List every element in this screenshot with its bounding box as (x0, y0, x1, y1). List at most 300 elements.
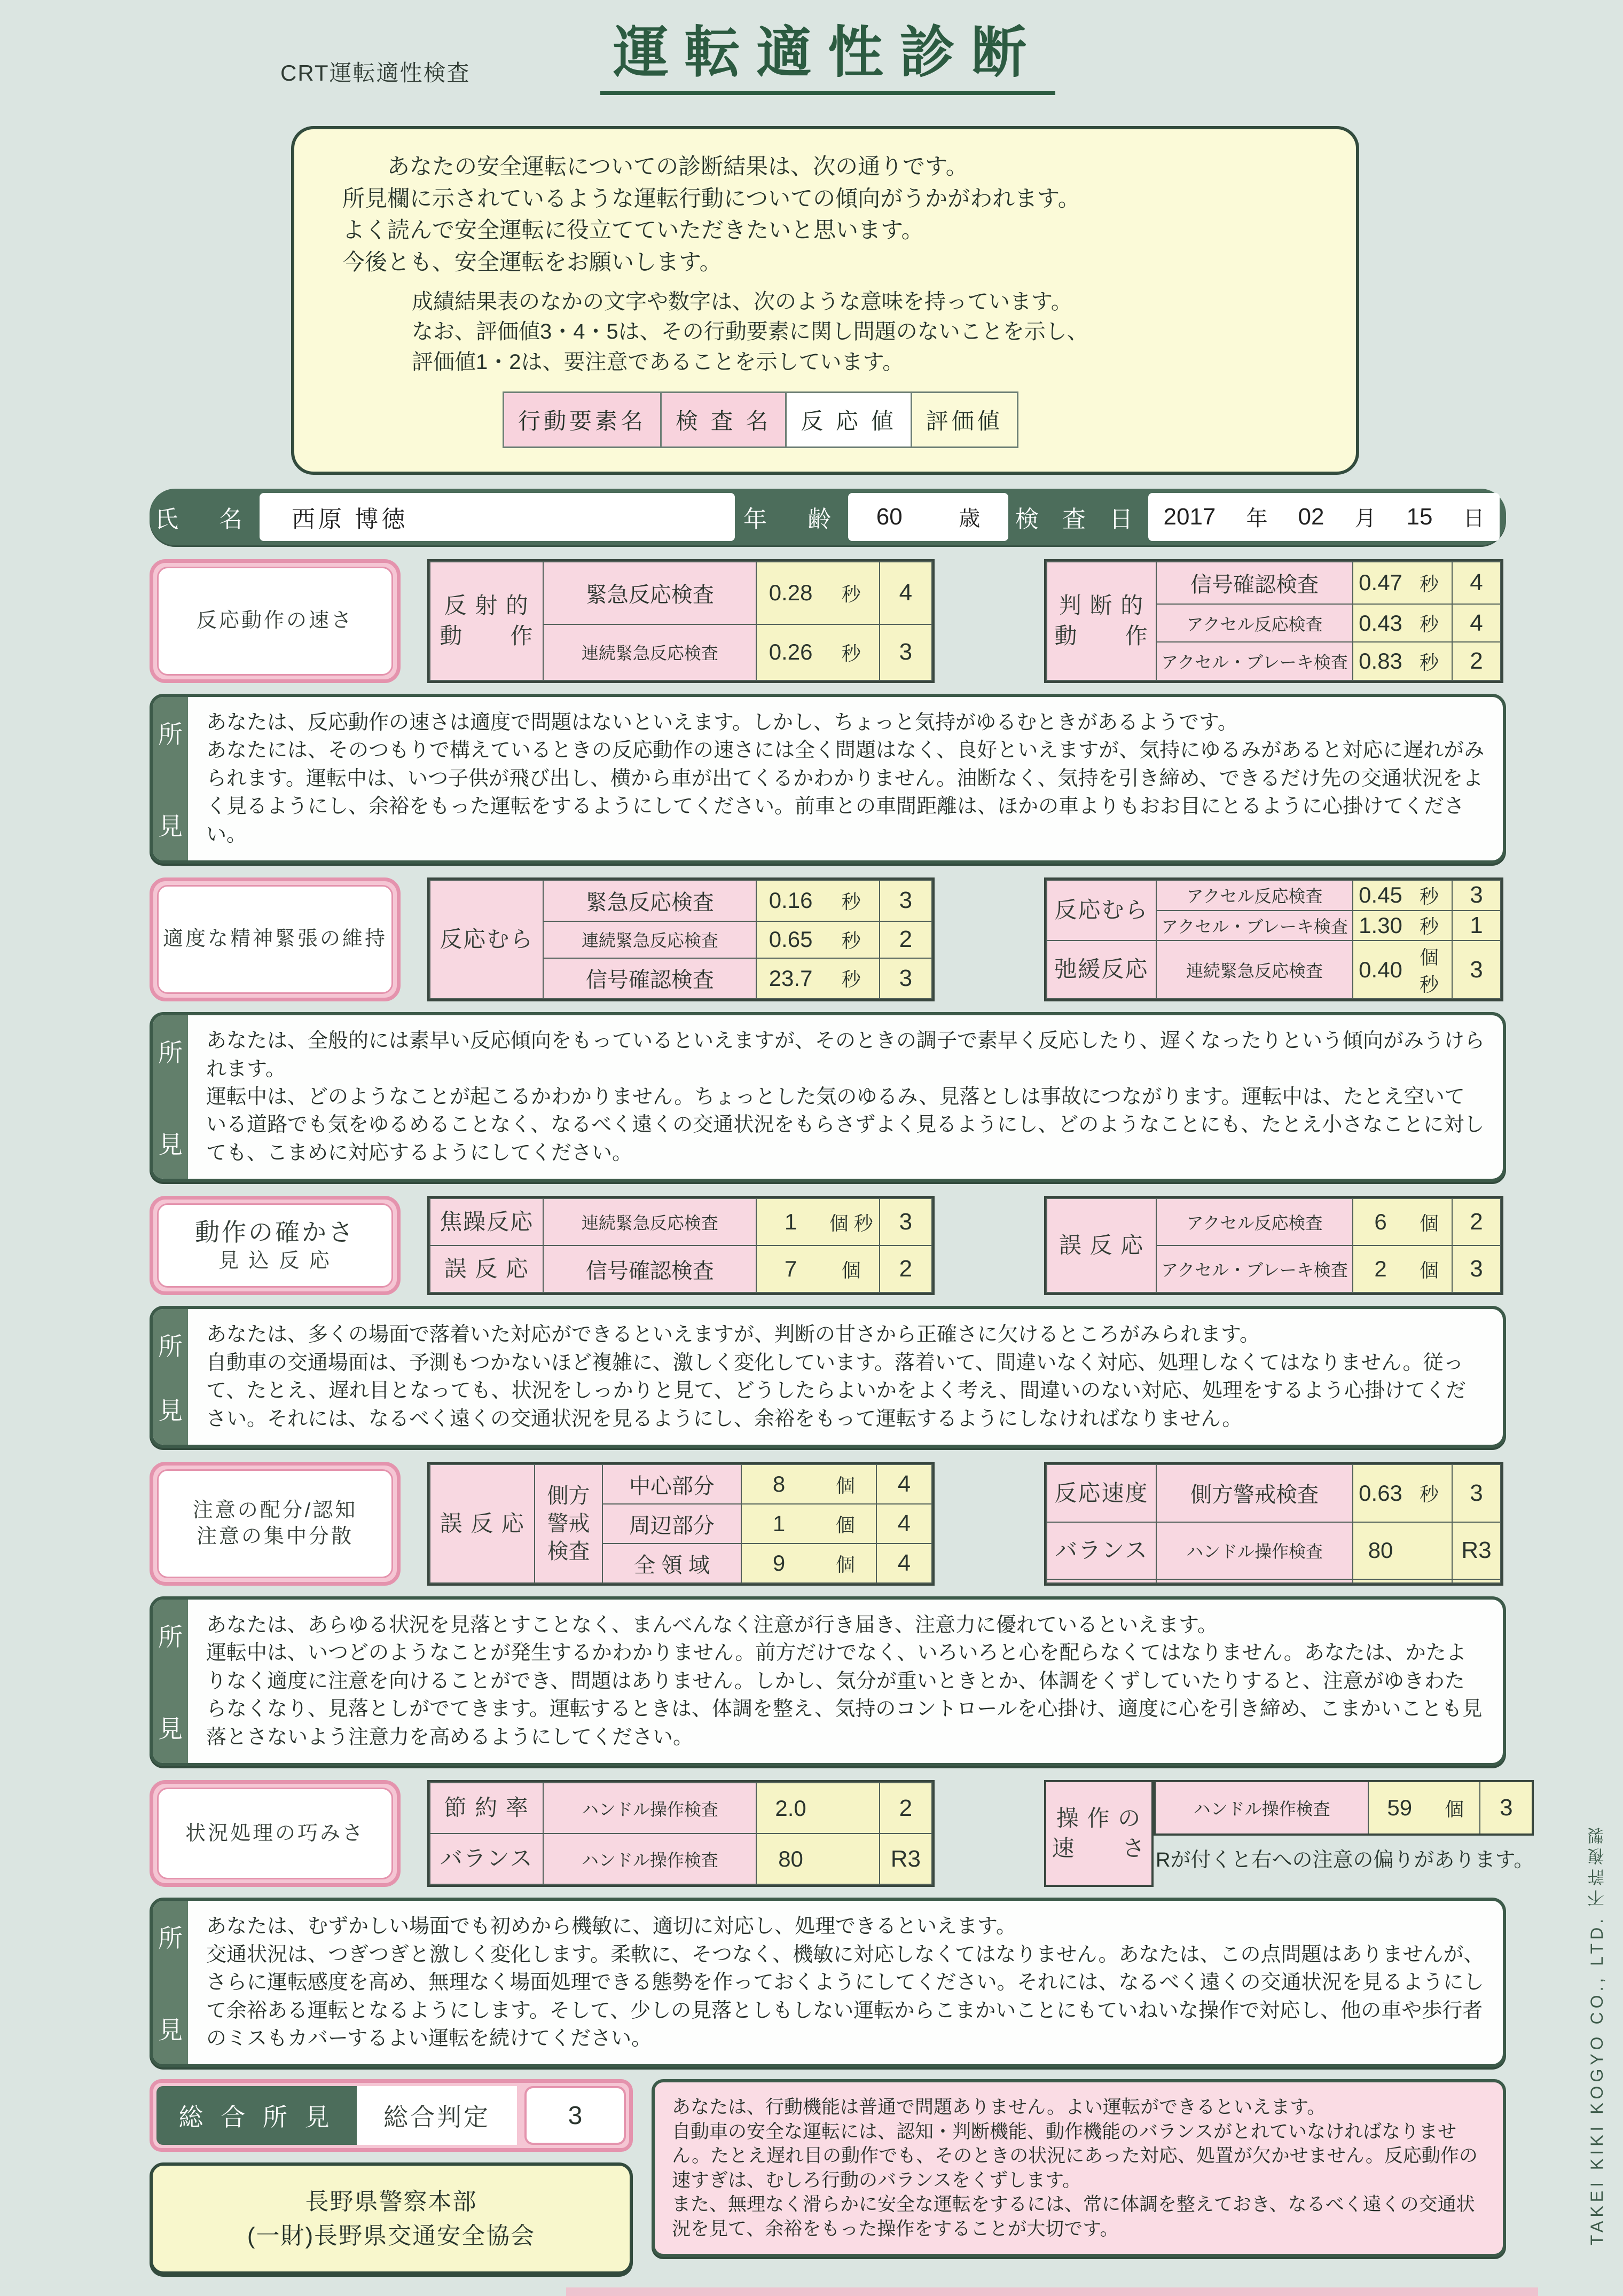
category-cell (430, 1198, 543, 1245)
test-name-cell: 信号確認検査 (543, 1245, 756, 1292)
score-cell: 1 (1452, 911, 1501, 941)
age-label: 年 齢 (743, 506, 840, 532)
finding-side-label (153, 1901, 188, 2064)
table-row (430, 880, 932, 921)
section-row (150, 877, 1506, 1001)
table-row (430, 1198, 932, 1245)
value-wrap (742, 1550, 875, 1577)
finding-text (188, 697, 1503, 860)
test-name-cell: 側方警戒検査 (1156, 1464, 1353, 1522)
finding-paragraph: 交通状況は、つぎつぎと激しく変化します。柔軟に、そつなく、機敏に対応しなくてはなりません。あなたは、この点問題はありませんが、さらに運転感度を高め、無理なく場面処理できる態勢を作っておくようにしてください。それには、なるべく遠くの交通状況を見るようにして余裕ある運転となるようにします。そして、少しの見落としもしない運転からこまかいことにもていねいな操作で対応し、他の車や歩行者のミスもカバーするよい運転を続けてください。 (206, 1943, 1484, 2050)
result-table (427, 1196, 935, 1295)
scan-edge-strip (566, 2287, 1538, 2296)
test-name-cell (1156, 1579, 1353, 1583)
category-label: 節 約 率 (444, 1795, 529, 1821)
category-label: 反応むら (1054, 897, 1149, 923)
score-cell: 3 (880, 958, 932, 999)
test-date-value (1148, 493, 1500, 541)
year-unit: 年 (1246, 507, 1268, 531)
category-cell (430, 1783, 543, 1833)
finding-paragraph: あなたは、むずかしい場面でも初めから機敏に、適切に対応し、処理できるといえます。 (206, 1915, 1016, 1938)
response-value: 59 (1387, 1795, 1413, 1821)
table-row (1155, 1781, 1533, 1835)
test-name-cell: 信号確認検査 (1156, 562, 1353, 604)
response-value: 0.16 (769, 888, 813, 913)
section-label-inner (157, 1469, 393, 1578)
test-name-cell: アクセル反応検査 (1156, 880, 1353, 911)
response-unit: 秒 (841, 642, 861, 664)
category-cell (1047, 880, 1156, 941)
response-unit: 秒 (841, 583, 861, 605)
result-table (427, 1462, 935, 1586)
value-cell (1353, 941, 1452, 999)
result-table (1044, 1780, 1534, 1887)
score-cell: 3 (1480, 1781, 1533, 1835)
name-value: 西原 博徳 (260, 493, 735, 541)
value-wrap (757, 1846, 878, 1872)
finding-box (150, 1898, 1506, 2067)
score-cell: R3 (880, 1833, 932, 1884)
category-label: 反 射 的 (444, 593, 529, 618)
section-label (150, 1780, 401, 1887)
summary-left-column (150, 2079, 633, 2275)
result-table-grid (1046, 561, 1501, 681)
intro-line: あなたの安全運転についての診断結果は、次の通りです。 (387, 154, 968, 179)
category-cell (1047, 941, 1156, 999)
response-unit: 個 (1420, 1259, 1439, 1281)
test-name-cell: ハンドル操作検査 (1155, 1781, 1368, 1835)
result-table-grid (1154, 1780, 1534, 1836)
value-wrap (1369, 1795, 1479, 1822)
finding-paragraph: あなたは、多くの場面で落着いた対応ができるといえますが、判断の甘さから正確さに欠けるところがみられます。 (206, 1323, 1260, 1346)
test-name-cell: 緊急反応検査 (543, 880, 756, 921)
score-cell: 4 (880, 562, 932, 624)
finding-side-label (153, 1015, 188, 1179)
result-table (427, 877, 935, 1001)
category-label: 反応速度 (1054, 1480, 1149, 1506)
table-row (430, 1464, 932, 1504)
category-label: バランス (1055, 1538, 1148, 1563)
overall-finding-label: 総 合 所 見 (156, 2086, 357, 2145)
category-cell (1047, 1198, 1156, 1292)
result-table (1044, 1196, 1503, 1295)
value-wrap (1354, 1479, 1451, 1507)
overall-finding-text (652, 2079, 1506, 2257)
section-label-inner (157, 1788, 393, 1879)
test-name-cell: 連続緊急反応検査 (543, 921, 756, 958)
table-row (1047, 1522, 1501, 1579)
value-wrap (757, 965, 878, 992)
value-wrap (1354, 609, 1451, 637)
score-cell: 3 (880, 624, 932, 680)
response-value: 1 (772, 1511, 786, 1537)
category-label: 焦躁反応 (440, 1209, 534, 1234)
value-wrap (757, 579, 878, 607)
value-wrap (1354, 912, 1451, 939)
test-name-cell: アクセル反応検査 (1156, 1198, 1353, 1245)
intro-box (291, 126, 1359, 475)
finding-box (150, 1306, 1506, 1448)
score-cell: 4 (876, 1504, 932, 1543)
response-unit: 秒 (841, 968, 861, 991)
table-row (1047, 1464, 1501, 1522)
test-name-cell: アクセル・ブレーキ検査 (1156, 1245, 1353, 1292)
category-label: 動 作 (1054, 623, 1149, 648)
result-table-grid (1046, 1198, 1501, 1293)
value-cell (741, 1543, 876, 1583)
score-cell: 4 (876, 1464, 932, 1504)
section-label-inner (157, 567, 393, 676)
table-row (1047, 1198, 1501, 1245)
section-label (150, 559, 401, 683)
value-cell (756, 624, 879, 680)
value-wrap (742, 1510, 875, 1538)
section-title: 動作の確かさ (195, 1218, 355, 1246)
legend-test-name: 検 査 名 (661, 392, 786, 447)
section-title: 状況処理の巧みさ (185, 1822, 365, 1845)
intro-note-line: 評価値1・2は、要注意であることを示しています。 (412, 350, 904, 374)
category-label: 反応むら (440, 926, 534, 952)
summary-area (150, 2079, 1506, 2275)
test-name-cell: 連続緊急反応検査 (1156, 941, 1353, 999)
section-label (150, 877, 401, 1001)
score-cell: 4 (876, 1543, 932, 1583)
sections-container (150, 559, 1534, 2068)
response-unit: 秒 (1420, 885, 1439, 907)
response-value: 0.45 (1359, 882, 1402, 908)
response-value: 0.47 (1359, 570, 1402, 595)
section-label-inner (157, 1203, 393, 1288)
test-name-cell: 連続緊急反応検査 (543, 1198, 756, 1245)
value-cell (1353, 911, 1452, 941)
finding-side-char: 見 (158, 812, 183, 841)
organization-line: 長野県警察本部 (305, 2189, 477, 2215)
overall-finding-paragraph: 自動車の安全な運転には、認知・判断機能、動作機能のバランスがとれていなければなりません。たとえ遅れ目の動作でも、そのときの状況にあった対応、処置が欠かせません。反応動作の速すぎは、むしろ行動のバランスをくずします。 (672, 2121, 1478, 2191)
overall-finding-paragraph: また、無理なく滑らかに安全な運転をするには、常に体調を整えておき、なるべく遠くの交通状況を見て、余裕をもった操作をすることが大切です。 (672, 2194, 1475, 2239)
finding-box (150, 1596, 1506, 1766)
overall-judgement-label: 総合判定 (357, 2086, 517, 2145)
section-label (150, 1462, 401, 1586)
result-table (427, 1780, 935, 1887)
value-cell (1368, 1781, 1480, 1835)
date-year: 2017 (1163, 503, 1216, 530)
response-value: 80 (1368, 1538, 1393, 1563)
result-table (1044, 1462, 1503, 1586)
intro-line: よく読んで安全運転に役立てていただきたいと思います。 (342, 217, 924, 243)
category-label: 判 断 的 (1059, 593, 1144, 618)
value-cell (741, 1504, 876, 1543)
intro-note-line: なお、評価値3・4・5は、その行動要素に関し問題のないことを示し、 (412, 320, 1088, 344)
category-cell (1044, 1780, 1154, 1887)
finding-side-char: 見 (158, 1397, 183, 1425)
value-cell (756, 562, 879, 624)
value-wrap (1354, 648, 1451, 675)
response-value: 2.0 (775, 1795, 806, 1821)
finding-paragraph: あなたは、全般的には素早い反応傾向をもっているといえますが、そのときの調子で素早く反応したり、遅くなったりという傾向がみうけられます。 (206, 1030, 1485, 1080)
test-name-cell: アクセル・ブレーキ検査 (1156, 911, 1353, 941)
finding-box (150, 1012, 1506, 1182)
finding-paragraph: あなたは、反応動作の速さは適度で問題はないといえます。しかし、ちょっと気持がゆるむときがあるようです。 (206, 711, 1238, 734)
response-unit: 秒 (1420, 573, 1439, 595)
value-wrap (1354, 1209, 1451, 1236)
response-value: 0.28 (769, 580, 813, 606)
finding-text (188, 1309, 1503, 1445)
response-value: 23.7 (769, 965, 813, 991)
response-value: 0.43 (1359, 610, 1402, 636)
score-cell: 3 (1452, 1464, 1501, 1522)
result-table-grid (429, 880, 932, 999)
issuing-organization-box (150, 2162, 633, 2275)
value-cell (741, 1464, 876, 1504)
test-name-cell: 連続緊急反応検査 (543, 624, 756, 680)
legend-behavior-element: 行動要素名 (504, 392, 661, 447)
category-label: 速 さ (1052, 1836, 1146, 1861)
response-value: 8 (772, 1471, 786, 1497)
score-cell (1452, 1579, 1501, 1583)
category-cell (430, 880, 543, 999)
response-value: 1.30 (1359, 912, 1402, 938)
finding-text (188, 1015, 1503, 1179)
finding-side-char: 所 (158, 1924, 183, 1953)
test-name-cell: アクセル反応検査 (1156, 604, 1353, 642)
section-title: 適度な精神緊張の維持 (162, 928, 387, 951)
section-row (150, 1462, 1506, 1586)
value-cell (1353, 880, 1452, 911)
response-unit: 個 秒 (1420, 946, 1439, 996)
response-unit: 秒 (1420, 1483, 1439, 1506)
finding-side-char: 見 (158, 1715, 183, 1743)
response-value: 0.83 (1359, 648, 1402, 674)
category-label: 動 作 (440, 623, 534, 648)
section-row (150, 559, 1506, 683)
category-label: 誤 反 応 (1059, 1232, 1144, 1258)
finding-box (150, 694, 1506, 864)
finding-side-char: 所 (158, 720, 183, 748)
finding-side-char: 見 (158, 1131, 183, 1159)
test-name-cell: 緊急反応検査 (543, 562, 756, 624)
response-unit: 秒 (1420, 613, 1439, 636)
date-month: 02 (1298, 503, 1324, 530)
table-row (1047, 562, 1501, 604)
response-unit: 個 (835, 1514, 855, 1536)
test-date-label: 検 査 日 (1015, 506, 1142, 532)
value-cell (1353, 1198, 1452, 1245)
value-wrap (757, 1256, 878, 1283)
value-wrap (757, 926, 878, 953)
response-unit: 個 (1420, 1212, 1439, 1234)
finding-paragraph: あなたは、あらゆる状況を見落とすことなく、まんべんなく注意が行き届き、注意力に優れているといえます。 (206, 1614, 1218, 1637)
finding-side-char: 見 (158, 2016, 183, 2044)
subcategory-label: 検査 (547, 1540, 590, 1564)
response-value: 6 (1374, 1209, 1387, 1235)
test-name-cell: 全 領 域 (602, 1543, 742, 1583)
value-wrap (757, 1209, 878, 1236)
category-label: バランス (440, 1846, 534, 1871)
score-cell: 4 (1452, 604, 1501, 642)
finding-side-char: 所 (158, 1333, 183, 1361)
response-unit: 秒 (1420, 915, 1439, 938)
response-value: 9 (772, 1550, 786, 1576)
score-cell: 3 (880, 1198, 932, 1245)
score-cell: 3 (1452, 941, 1501, 999)
section-label-inner (157, 885, 393, 994)
value-cell (1353, 604, 1452, 642)
value-wrap (757, 887, 878, 914)
intro-line: 所見欄に示されているような運転行動についての傾向がうかがわれます。 (342, 185, 1080, 211)
day-unit: 日 (1463, 507, 1485, 531)
category-cell (430, 1464, 535, 1583)
result-table-grid (429, 1782, 932, 1885)
score-cell: 2 (1452, 1198, 1501, 1245)
subcategory-label: 側方 (547, 1484, 590, 1508)
result-table-grid (429, 1198, 932, 1293)
result-table-grid (429, 1464, 932, 1584)
finding-side-char: 所 (158, 1623, 183, 1651)
subcategory-label: 警戒 (547, 1512, 590, 1536)
intro-line: 今後とも、安全運転をお願いします。 (342, 249, 722, 275)
score-cell: 3 (1452, 1245, 1501, 1292)
category-label: 誤 反 応 (444, 1256, 529, 1281)
finding-side-label (153, 1600, 188, 1763)
response-unit: 個 (1445, 1798, 1464, 1820)
value-cell (756, 1245, 879, 1292)
table-row (430, 562, 932, 624)
value-wrap (1354, 882, 1451, 909)
response-value: 0.26 (769, 639, 813, 665)
result-table-grid (1046, 1464, 1501, 1584)
intro-note-line: 成績結果表のなかの文字や数字は、次のような意味を持っています。 (412, 289, 1072, 314)
value-cell (1353, 642, 1452, 680)
table-row (430, 1245, 932, 1292)
value-cell (1353, 1245, 1452, 1292)
table-row (430, 1783, 932, 1833)
legend-rating-value: 評価値 (911, 392, 1017, 447)
test-name-cell: ハンドル操作検査 (543, 1783, 756, 1833)
name-label: 氏 名 (155, 506, 251, 532)
table-with-note-column (1154, 1780, 1534, 1887)
result-table (1044, 877, 1503, 1001)
profile-bar (150, 489, 1506, 545)
response-unit: 個 (841, 1259, 861, 1281)
table-row (430, 1833, 932, 1884)
table-row (1047, 1579, 1501, 1583)
value-wrap (757, 639, 878, 666)
value-cell (1353, 1522, 1452, 1579)
legend-row (504, 392, 1018, 447)
page-title: 運転適性診断 (600, 22, 1055, 95)
score-cell: 2 (1452, 642, 1501, 680)
value-wrap (1354, 1256, 1451, 1283)
value-wrap (757, 1796, 878, 1821)
response-unit: 秒 (1420, 651, 1439, 673)
category-cell (430, 1833, 543, 1884)
category-cell (430, 1245, 543, 1292)
score-cell: 2 (880, 1783, 932, 1833)
response-value: 0.63 (1359, 1480, 1402, 1506)
test-name-cell: ハンドル操作検査 (1156, 1522, 1353, 1579)
table-row (1047, 880, 1501, 911)
category-label: 操 作 の (1056, 1805, 1142, 1831)
category-cell (1047, 1579, 1156, 1583)
response-value: 0.40 (1359, 957, 1402, 982)
section-row (150, 1780, 1534, 1887)
value-cell (756, 958, 879, 999)
finding-paragraph: あなたには、そのつもりで構えているときの反応動作の速さには全く問題はなく、良好といえますが、気持にゆるみがあると対応に遅れがみられます。運転中は、いつ子供が飛び出し、横から車が出てくるかわかりません。油断なく、気持を引き締め、できるだけ先の交通状況をよく見るようにし、余裕をもった運転をするようにしてください。前車との車間距離は、ほかの車よりもおお目にとるように心掛けてください。 (206, 739, 1485, 846)
value-cell (756, 1783, 879, 1833)
result-table (1044, 559, 1503, 683)
score-cell: 3 (1452, 880, 1501, 911)
category-label: 誤 反 応 (440, 1510, 525, 1536)
score-cell: 2 (880, 921, 932, 958)
table-note: Rが付くと右への注意の偏りがあります。 (1156, 1849, 1534, 1872)
value-cell (756, 1833, 879, 1884)
score-cell: 2 (880, 1245, 932, 1292)
subcategory-cell (535, 1464, 602, 1583)
finding-paragraph: 運転中は、いつどのようなことが発生するかわかりません。前方だけでなく、いろいろと心を配らなくてはなりません。あなたは、かたよりなく適度に注意を向けることができ、問題はありません。しかし、気分が重いときとか、体調をくずしていたりすると、注意がゆきわたらなくなり、見落としがでてきます。運転するときは、体調を整え、気持のコントロールを心掛け、適度に心を引き締め、こまかいことも見落とさないよう注意力を高めるようにしてください。 (206, 1642, 1483, 1749)
section-row (150, 1196, 1506, 1295)
test-name-cell: 中心部分 (602, 1464, 742, 1504)
value-cell (756, 1198, 879, 1245)
manufacturer-copyright-note: TAKEI KIKI KOGYO CO., LTD. 不許複製 (1587, 1823, 1606, 2245)
intro-note (342, 287, 1324, 378)
overall-finding-bar (150, 2079, 633, 2152)
value-cell (756, 880, 879, 921)
finding-side-label (153, 697, 188, 860)
category-cell (1047, 562, 1156, 680)
test-name-cell: 信号確認検査 (543, 958, 756, 999)
value-cell (756, 921, 879, 958)
overall-judgement-value: 3 (524, 2086, 626, 2145)
age-number: 60 (876, 503, 903, 530)
response-unit: 秒 (841, 890, 861, 913)
test-name-cell: ハンドル操作検査 (543, 1833, 756, 1884)
value-cell (1353, 1579, 1452, 1583)
finding-paragraph: 運転中は、どのようなことが起こるかわかりません。ちょっとした気のゆるみ、見落としは事故につながります。運転中は、たとえ空いている道路でも気をゆるめることなく、なるべく遠くの交通状況をもらさずよく見るようにし、どのようなことにも、たとえ小さなことに対しても、こまめに対応するようにしてください。 (206, 1085, 1485, 1164)
value-wrap (1354, 943, 1451, 997)
response-unit: 個 秒 (829, 1212, 873, 1234)
section-title: 注意の配分/認知 (192, 1499, 358, 1522)
legend-table (503, 391, 1018, 448)
test-name-cell: アクセル・ブレーキ検査 (1156, 642, 1353, 680)
response-unit: 個 (835, 1553, 855, 1576)
result-table-grid (429, 561, 932, 681)
score-cell: 4 (1452, 562, 1501, 604)
response-value: 2 (1374, 1256, 1387, 1282)
result-table-grid (1046, 880, 1501, 999)
finding-paragraph: 自動車の交通場面は、予測もつかないほど複雑に、激しく変化しています。落着いて、間違いなく対応、処理しなくてはなりません。従って、たとえ、遅れ目となっても、状況をしっかりと見て、どうしたらよいかをよく考え、間違いのない対応、処理をするよう心掛けてください。それには、なるべく遠くの交通状況を見るようにし、余裕をもって運転するようにしなければなりません。 (206, 1351, 1467, 1430)
date-day: 15 (1406, 503, 1433, 530)
test-name-cell: 周辺部分 (602, 1504, 742, 1543)
month-unit: 月 (1354, 507, 1376, 531)
finding-side-char: 所 (158, 1039, 183, 1067)
section-title: 注意の集中分散 (196, 1525, 354, 1548)
finding-text (188, 1901, 1503, 2064)
score-cell: 3 (880, 880, 932, 921)
response-value: 7 (784, 1256, 797, 1282)
legend-response-value: 反 応 値 (786, 392, 911, 447)
category-label: 弛緩反応 (1054, 957, 1149, 982)
category-cell (1047, 1522, 1156, 1579)
result-table (427, 559, 935, 683)
document-header (150, 22, 1506, 113)
table-row (1047, 941, 1501, 999)
finding-side-label (153, 1309, 188, 1445)
response-value: 80 (778, 1846, 803, 1871)
crt-test-tag: CRT運転適性検査 (280, 60, 471, 85)
age-unit: 歳 (959, 507, 981, 531)
response-value: 1 (784, 1209, 797, 1235)
value-wrap (1354, 1538, 1451, 1563)
